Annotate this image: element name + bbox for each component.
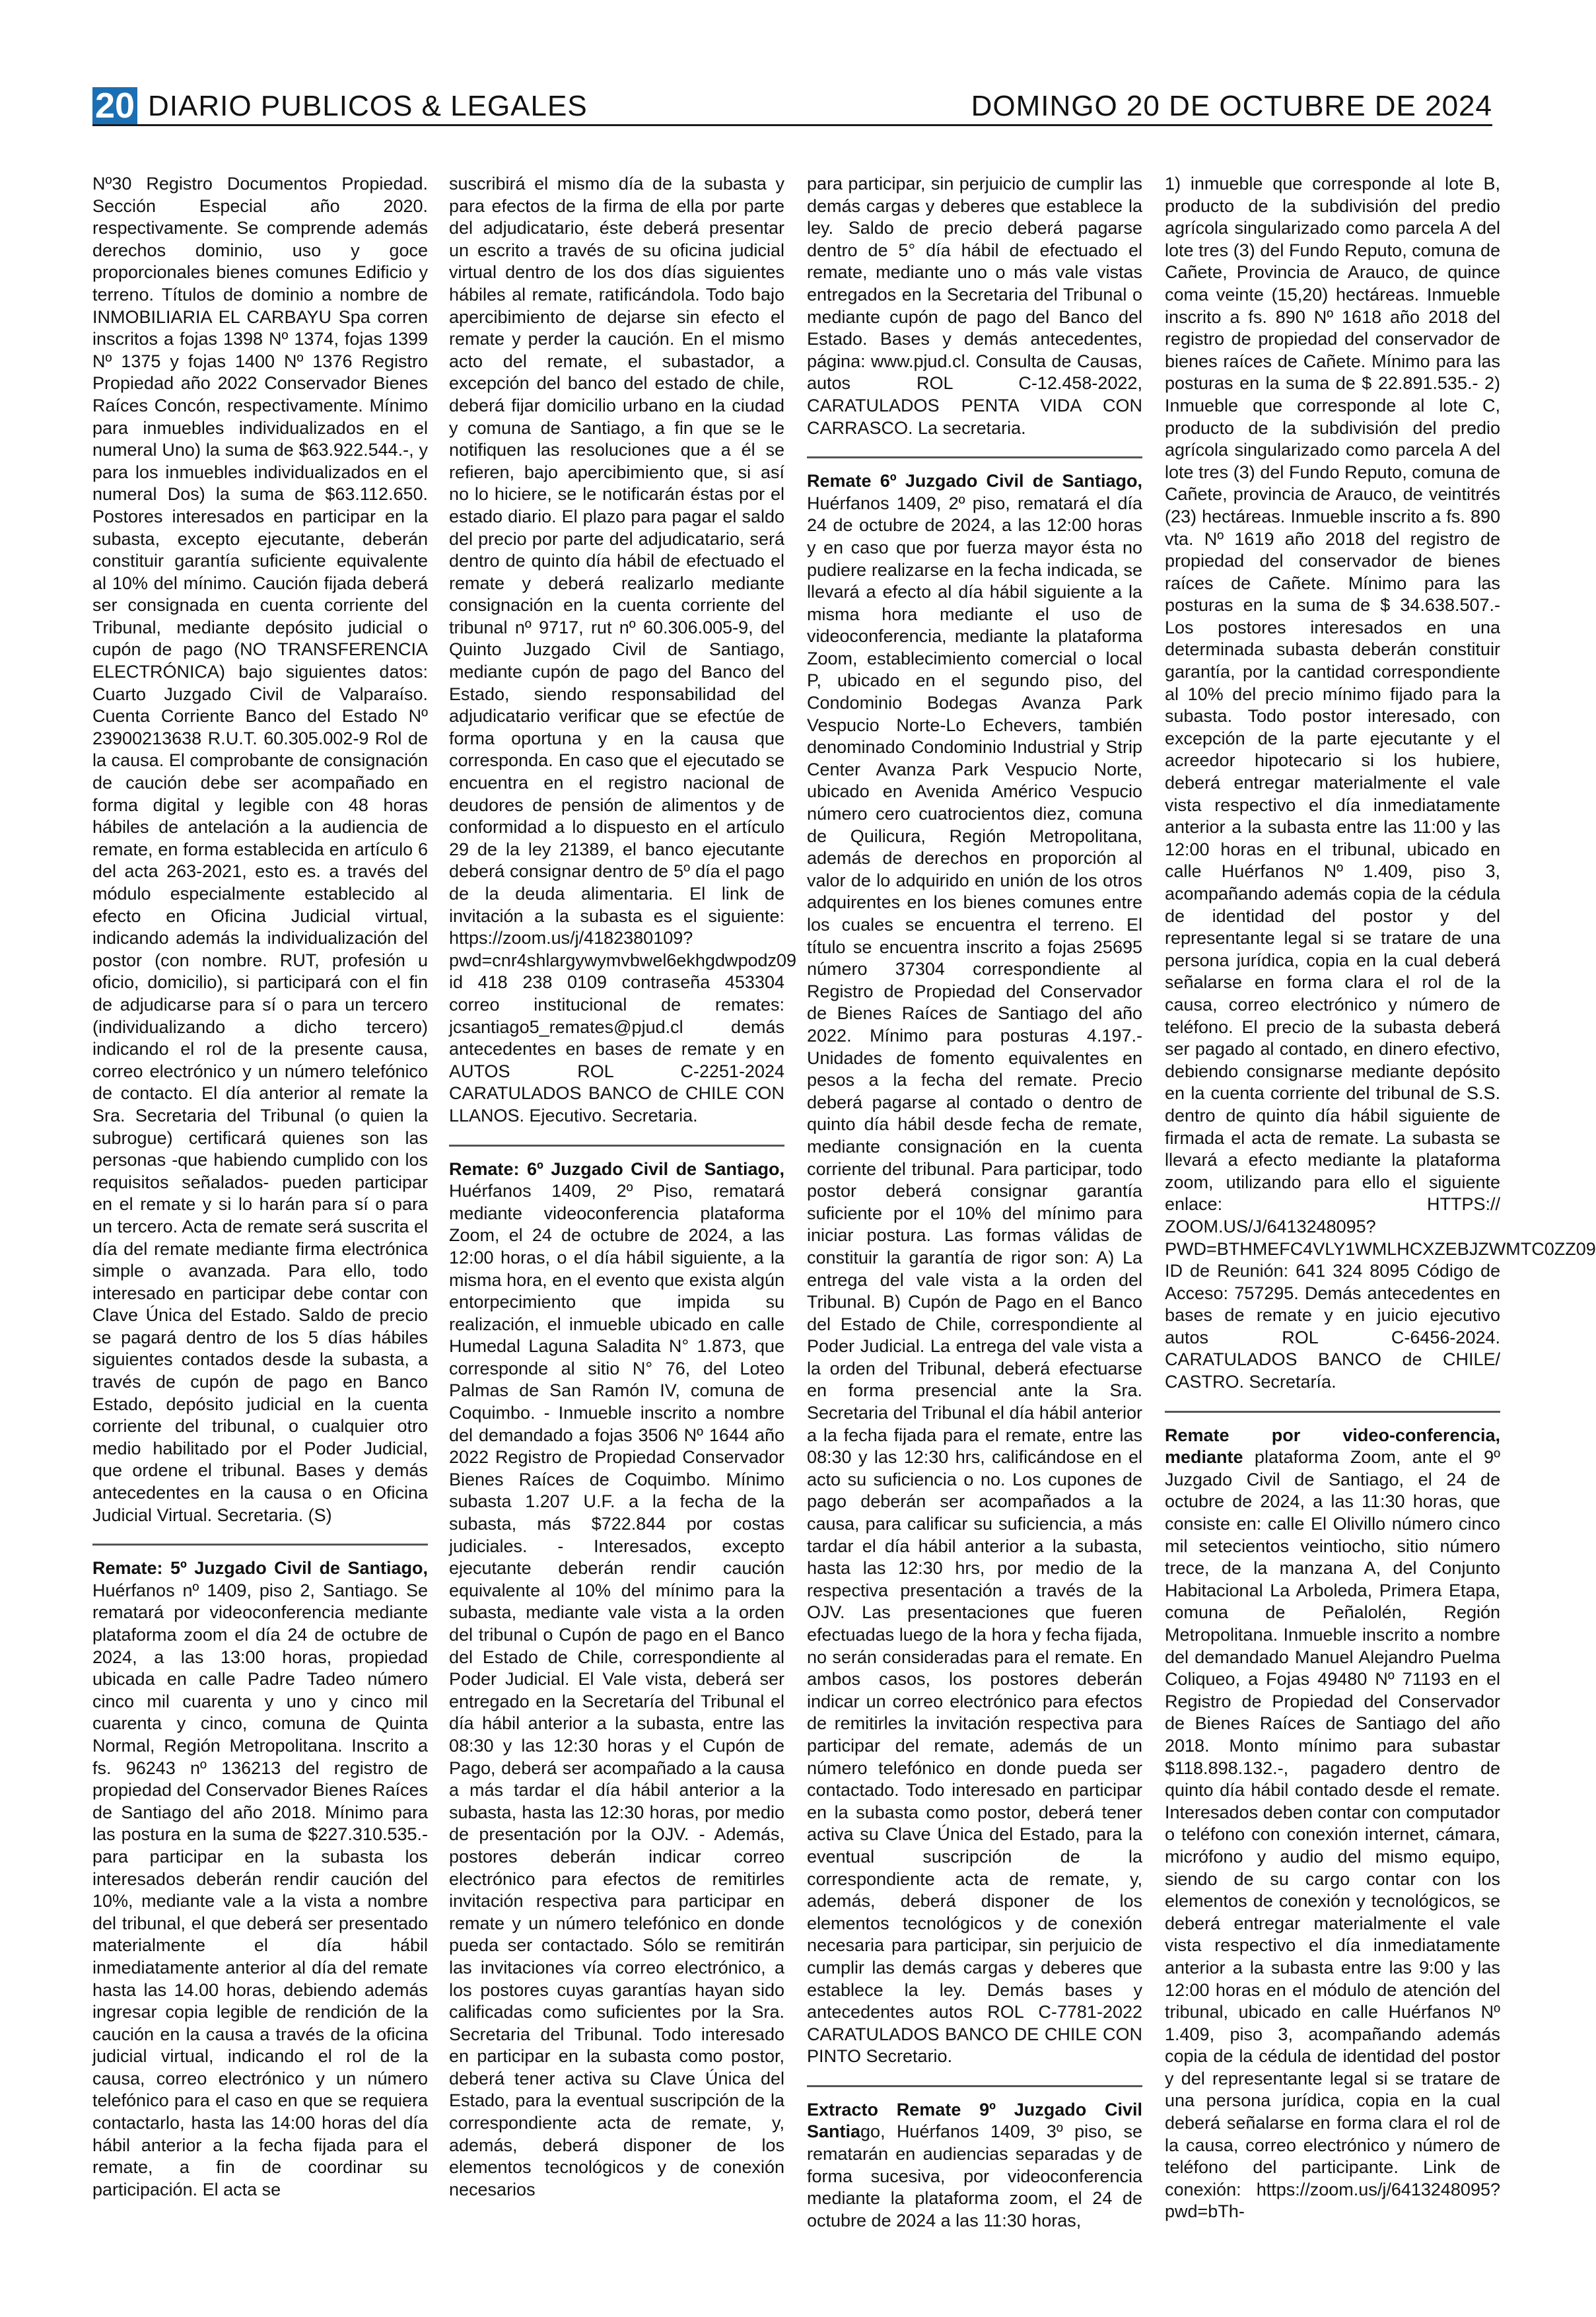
notice-divider: [807, 456, 1142, 458]
notice: Remate por video-conferencia, mediante plataforma Zoom, ante el 9º Juzgado Civil de Santiago, el 24 de octubre de 2024, a las 11:30 horas, que consiste en: calle El Olivillo número cinco mil setecientos veintiocho, sitio número trece, de la manzana A, del Conjunto Habitacional La Arboleda, Primera Etapa, comuna de Peñalolén, Región Metropolitana. Inmueble inscrito a nombre del demandado Manuel Alejandro Puelma Coliqueo, a Fojas 49480 Nº 71193 en el Registro de Propiedad del Conservador de Bienes Raíces de Santiago del año 2018. Monto mínimo para subastar $118.898.132.-, pagadero dentro de quinto día hábil contado desde el remate. Interesados deben contar con computador o teléfono con conexión internet, cámara, micrófono y audio del mismo equipo, siendo de su cargo contar con los elementos de conexión y tecnológicos, se deberá entregar materialmente el vale vista respectivo el día inmediatamente anterior a la subasta entre las 9:00 y las 12:00 horas en el módulo de atención del tribunal, ubicado en calle Huérfanos Nº 1.409, piso 3, acompañando además copia de la cédula de identidad del postor y del representante legal si se tratare de una persona jurídica, copia en la cual deberá señalarse en forma clara el rol de la causa, correo electrónico y número de teléfono del participante. Link de conexión: https://zoom.us/j/6413248095?pwd=bTh-: [1165, 1425, 1500, 2222]
notice-continuation: suscribirá el mismo día de la subasta y para efectos de la firma de ella por parte del adjudicatario, éste deberá presentar un escrito a través de su oficina judicial virtual dentro de los dos días siguientes hábiles al remate, ratificándola. Todo bajo apercibimiento de dejarse sin efecto el remate y perder la caución. En el mismo acto del remate, el subastador, a excepción del banco del estado de chile, deberá fijar domicilio urbano en la ciudad y comuna de Santiago, a fin que se le notifiquen las resoluciones que a él se refieren, bajo apercibimiento que, si así no lo hiciere, se le notificarán éstas por el estado diario. El plazo para pagar el saldo del precio por parte del adjudicatario, será dentro de quinto día hábil de efectuado el remate y deberá realizarlo mediante consignación en la cuenta corriente del tribunal nº 9717, rut nº 60.306.005-9, del Quinto Juzgado Civil de Santiago, mediante cupón de pago del Banco del Estado, siendo responsabilidad del adjudicatario verificar que se efectúe de forma oportuna y en la causa que corresponda. En caso que el ejecutado se encuentra en el registro nacional de deudores de pensión de alimentos y de conformidad a lo dispuesto en el artículo 29 de la ley 21389, el banco ejecutante deberá consignar dentro de 5º día el pago de la deuda alimentaria. El link de invitación a la subasta es el siguiente: https://zoom.us/j/4182380109?pwd=cnr4shlargywymvbwel6ekhgdwpodz09 id 418 238 0109 contraseña 453304 correo institucional de remates: jcsantiago5_remates@pjud.cl demás antecedentes en bases de remate y en AUTOS ROL C-2251-2024 CARATULADOS BANCO de CHILE CON LLANOS. Ejecutivo. Secretaria.: [449, 174, 797, 1125]
notice-continuation: Nº30 Registro Documentos Propiedad. Sección Especial año 2020. respectivamente. Se comprende además derechos dominio, uso y goce proporcionales bienes comunes Edificio y terreno. Títulos de dominio a nombre de INMOBILIARIA EL CARBAYU Spa corren inscritos a fojas 1398 Nº 1374, fojas 1399 Nº 1375 y fojas 1400 Nº 1376 Registro Propiedad año 2022 Conservador Bienes Raíces Concón, respectivamente. Mínimo para inmuebles individualizados en el numeral Uno) la suma de $63.922.544.-, y para los inmuebles individualizados en el numeral Dos) la suma de $63.112.650. Postores interesados en participar en la subasta, excepto ejecutante, deberán constituir garantía suficiente equivalente al 10% del mínimo. Caución fijada deberá ser consignada en cuenta corriente del Tribunal, mediante depósito judicial o cupón de pago (NO TRANSFERENCIA ELECTRÓNICA) bajo siguientes datos: Cuarto Juzgado Civil de Valparaíso. Cuenta Corriente Banco del Estado Nº 23900213638 R.U.T. 60.305.002-9 Rol de la causa. El comprobante de consignación de caución debe ser acompañado en forma digital y legible con 48 horas hábiles de antelación a la audiencia de remate, en forma establecida en artículo 6 del acta 263-2021, esto es. a través del módulo especialmente establecido al efecto en Oficina Judicial virtual, indicando además la individualización del postor (con nombre. RUT, profesión u oficio, domicilio), si participará con el fin de adjudicarse para sí o para un tercero (individualizando a dicho tercero) indicando el rol de la presente causa, correo electrónico y un número telefónico de contacto. El día anterior al remate la Sra. Secretaria del Tribunal (o quien la subrogue) certificará quienes son las personas -que habiendo cumplido con los requisitos señalados- pueden participar en el remate y si lo harán para sí o para un tercero. Acta de remate será suscrita el día del remate mediante firma electrónica simple o avanzada. Para ello, todo interesado en participar debe contar con Clave Única del Estado. Saldo de precio se pagará dentro de los 5 días hábiles siguientes contados desde la subasta, a través de cupón de pago en Banco Estado, depósito judicial en la cuenta corriente del tribunal, o cualquier otro medio habilitado por el Poder Judicial, que ordene el tribunal. Bases y demás antecedentes en la causa o en Oficina Judicial Virtual. Secretaria. (S): [92, 174, 428, 1525]
notice-divider: [92, 1544, 428, 1546]
publication-date: DOMINGO 20 DE OCTUBRE DE 2024: [971, 90, 1492, 122]
notice-divider: [1165, 1411, 1500, 1413]
column-2: [449, 173, 797, 2260]
column-3: [807, 173, 1142, 2260]
notice-divider: [449, 1145, 784, 1147]
page-header: [92, 83, 1492, 126]
notice-continuation: para participar, sin perjuicio de cumplir las demás cargas y deberes que establece la ley. Saldo de precio deberá pagarse dentro de 5° día hábil de efectuado el remate, mediante uno o más vale vistas entregados en la Secretaria del Tribunal o mediante cupón de pago del Banco del Estado. Bases y demás antecedentes, página: www.pjud.cl. Consulta de Causas, autos ROL C-12.458-2022, CARATULADOS PENTA VIDA CON CARRASCO. La secretaria.: [807, 174, 1142, 438]
section-title: DIARIO PUBLICOS & LEGALES: [148, 90, 588, 122]
notice: Remate: 5º Juzgado Civil de Santiago, Huérfanos nº 1409, piso 2, Santiago. Se rematará por videoconferencia mediante plataforma zoom el día 24 de octubre de 2024, a las 13:00 horas, propiedad ubicada en calle Padre Tadeo número cinco mil cuarenta y uno y cinco mil cuarenta y cinco, comuna de Quinta Normal, Región Metropolitana. Inscrito a fs. 96243 nº 136213 del registro de propiedad del Conservador Bienes Raíces de Santiago del año 2018. Mínimo para las postura en la suma de $227.310.535.- para participar en la subasta los interesados deberán rendir caución del 10%, mediante vale a la vista a nombre del tribunal, el que deberá ser presentado materialmente el día hábil inmediatamente anterior al día del remate hasta las 14.00 horas, debiendo además ingresar copia legible de rendición de la caución en la causa a través de la oficina judicial virtual, indicando el rol de la causa, correo electrónico y un número telefónico para el caso en que se requiera contactarlo, hasta las 14:00 horas del día hábil anterior a la fecha fijada para el remate, a fin de coordinar su participación. El acta se: [92, 1558, 428, 2199]
notice: Remate: 6º Juzgado Civil de Santiago, Huérfanos 1409, 2º Piso, rematará mediante videoconferencia plataforma Zoom, el 24 de octubre de 2024, a las 12:00 horas, o el día hábil siguiente, a la misma hora, en el evento que exista algún entorpecimiento que impida su realización, el inmueble ubicado en calle Humedal Laguna Saladita N° 1.873, que corresponde al sitio N° 76, del Loteo Palmas de San Ramón IV, comuna de Coquimbo. - Inmueble inscrito a nombre del demandado a fojas 3506 Nº 1644 año 2022 Registro de Propiedad Conservador Bienes Raíces de Coquimbo. Mínimo subasta 1.207 U.F. a la fecha de la subasta, más $722.844 por costas judiciales. - Interesados, excepto ejecutante deberán rendir caución equivalente al 10% del mínimo para la subasta, mediante vale vista a la orden del tribunal o Cupón de pago en el Banco del Estado de Chile, correspondiente al Poder Judicial. El Vale vista, deberá ser entregado en la Secretaría del Tribunal el día hábil anterior a la subasta, entre las 08:30 y las 12:30 horas y el Cupón de Pago, deberá ser acompañado a la causa a más tardar el día hábil anterior a la subasta, hasta las 12:30 horas, por medio de presentación por la OJV. - Además, postores deberán indicar correo electrónico para efectos de remitirles invitación respectiva para participar en remate y un número telefónico en donde pueda ser contactado. Sólo se remitirán las invitaciones vía correo electrónico, a los postores cuyas garantías hayan sido calificadas como suficientes por la Sra. Secretaria del Tribunal. Todo interesado en participar en la subasta como postor, deberá tener activa su Clave Única del Estado, para la eventual suscripción de la correspondiente acta de remate, y, además, deberá disponer de los elementos tecnológicos y de conexión necesarios: [449, 1158, 784, 2199]
notice-continuation: 1) inmueble que corresponde al lote B, producto de la subdivisión del predio agrícola singularizado como parcela A del lote tres (3) del Fundo Reputo, comuna de Cañete, Provincia de Arauco, de quince coma veinte (15,20) hectáreas. Inmueble inscrito a fs. 890 Nº 1618 año 2018 del registro de propiedad del conservador de bienes raíces de Cañete. Mínimo para las posturas en la suma de $ 22.891.535.- 2) Inmueble que corresponde al lote C, producto de la subdivisión del predio agrícola singularizado como parcela A del lote tres (3) del Fundo Reputo, comuna de Cañete, provincia de Arauco, de veintitrés (23) hectáreas. Inmueble inscrito a fs. 890 vta. Nº 1619 año 2018 del registro de propiedad del conservador de bienes raíces de Cañete. Mínimo para las posturas en la suma de $ 34.638.507.- Los postores interesados en una determinada subasta deberán constituir garantía, por la cantidad correspondiente al 10% del precio mínimo fijado para la subasta. Todo postor interesado, con excepción de la parte ejecutante y el acreedor hipotecario si los hubiere, deberá entregar materialmente el vale vista respectivo el día inmediatamente anterior a la subasta entre las 11:00 y las 12:00 horas en el tribunal, ubicado en calle Huérfanos Nº 1.409, piso 3, acompañando además copia de la cédula de identidad del postor y del representante legal si se tratare de una persona jurídica, copia en la cual deberá señalarse en forma clara el rol de la causa, correo electrónico y número de teléfono. El precio de la subasta deberá ser pagado al contado, en dinero efectivo, debiendo consignarse mediante depósito en la cuenta corriente del tribunal de S.S. dentro de quinto día hábil siguiente de firmada el acta de remate. La subasta se llevará a efecto mediante la plataforma zoom, utilizando para ello el siguiente enlace: HTTPS:// ZOOM.US/J/6413248095?PWD=BTHMEFC4VLY1WMLHCXZEBJZWMTC0ZZ09 ID de Reunión: 641 324 8095 Código de Acceso: 757295. Demás antecedentes en bases de remate y en juicio ejecutivo autos ROL C-6456-2024. CARATULADOS BANCO de CHILE/ CASTRO. Secretaría.: [1165, 174, 1596, 1392]
page-number: 20: [92, 87, 137, 124]
column-4: [1165, 173, 1596, 2260]
notice: Remate 6º Juzgado Civil de Santiago, Huérfanos 1409, 2º piso, rematará el día 24 de octubre de 2024, a las 12:00 horas y en caso que por fuerza mayor ésta no pudiere realizarse en la fecha indicada, se llevará a efecto al día hábil siguiente a la misma hora mediante el uso de videoconferencia, mediante la plataforma Zoom, establecimiento comercial o local P, ubicado en el segundo piso, del Condominio Bodegas Avanza Park Vespucio Norte-Lo Echevers, también denominado Condominio Industrial y Strip Center Avanza Park Vespucio Norte, ubicado en Avenida Américo Vespucio número cero cuatrocientos diez, comuna de Quilicura, Región Metropolitana, además de derechos en proporción al valor de lo adquirido en unión de los otros adquirentes en los bienes comunes entre los cuales se encuentra el terreno. El título se encuentra inscrito a fojas 25695 número 37304 correspondiente al Registro de Propiedad del Conservador de Bienes Raíces de Santiago del año 2022. Mínimo para posturas 4.197.- Unidades de fomento equivalentes en pesos a la fecha del remate. Precio deberá pagarse al contado o dentro de quinto día hábil desde fecha de remate, mediante consignación en la cuenta corriente del tribunal. Para participar, todo postor deberá consignar garantía suficiente por el 10% del mínimo para iniciar postura. Las formas válidas de constituir la garantía de rigor son: A) La entrega del vale vista a la orden del Tribunal. B) Cupón de Pago en el Banco del Estado de Chile, correspondiente al Poder Judicial. La entrega del vale vista a la orden del Tribunal, deberá efectuarse en forma presencial ante la Sra. Secretaria del Tribunal el día hábil anterior a la fecha fijada para el remate, entre las 08:30 y las 12:30 hrs, calificándose en el acto su suficiencia o no. Los cupones de pago deberán ser acompañados a la causa, para calificar su suficiencia, a más tardar el día hábil anterior a la subasta, hasta las 12:30 hrs, por medio de la respectiva presentación a través de la OJV. Las presentaciones que fueren efectuadas luego de la hora y fecha fijada, no serán consideradas para el remate. En ambos casos, los postores deberán indicar un correo electrónico para efectos de remitirles la invitación respectiva para participar del remate, además de un número telefónico en donde pueda ser contactado. Todo interesado en participar en la subasta como postor, deberá tener activa su Clave Única del Estado, para la eventual suscripción de la correspondiente acta de remate, y, además, deberá disponer de los elementos tecnológicos y de conexión necesaria para participar, sin perjuicio de cumplir las demás cargas y deberes que establece la ley. Demás bases y antecedentes autos ROL C-7781-2022 CARATULADOS BANCO DE CHILE CON PINTO Secretario.: [807, 471, 1142, 2067]
notice: Extracto Remate 9º Juzgado Civil Santiago, Huérfanos 1409, 3º piso, se rematarán en audiencias separadas y de forma sucesiva, por videoconferencia mediante la plataforma zoom, el 24 de octubre de 2024 a las 11:30 horas,: [807, 2099, 1142, 2230]
column-1: [92, 173, 428, 2260]
notice-divider: [807, 2085, 1142, 2087]
